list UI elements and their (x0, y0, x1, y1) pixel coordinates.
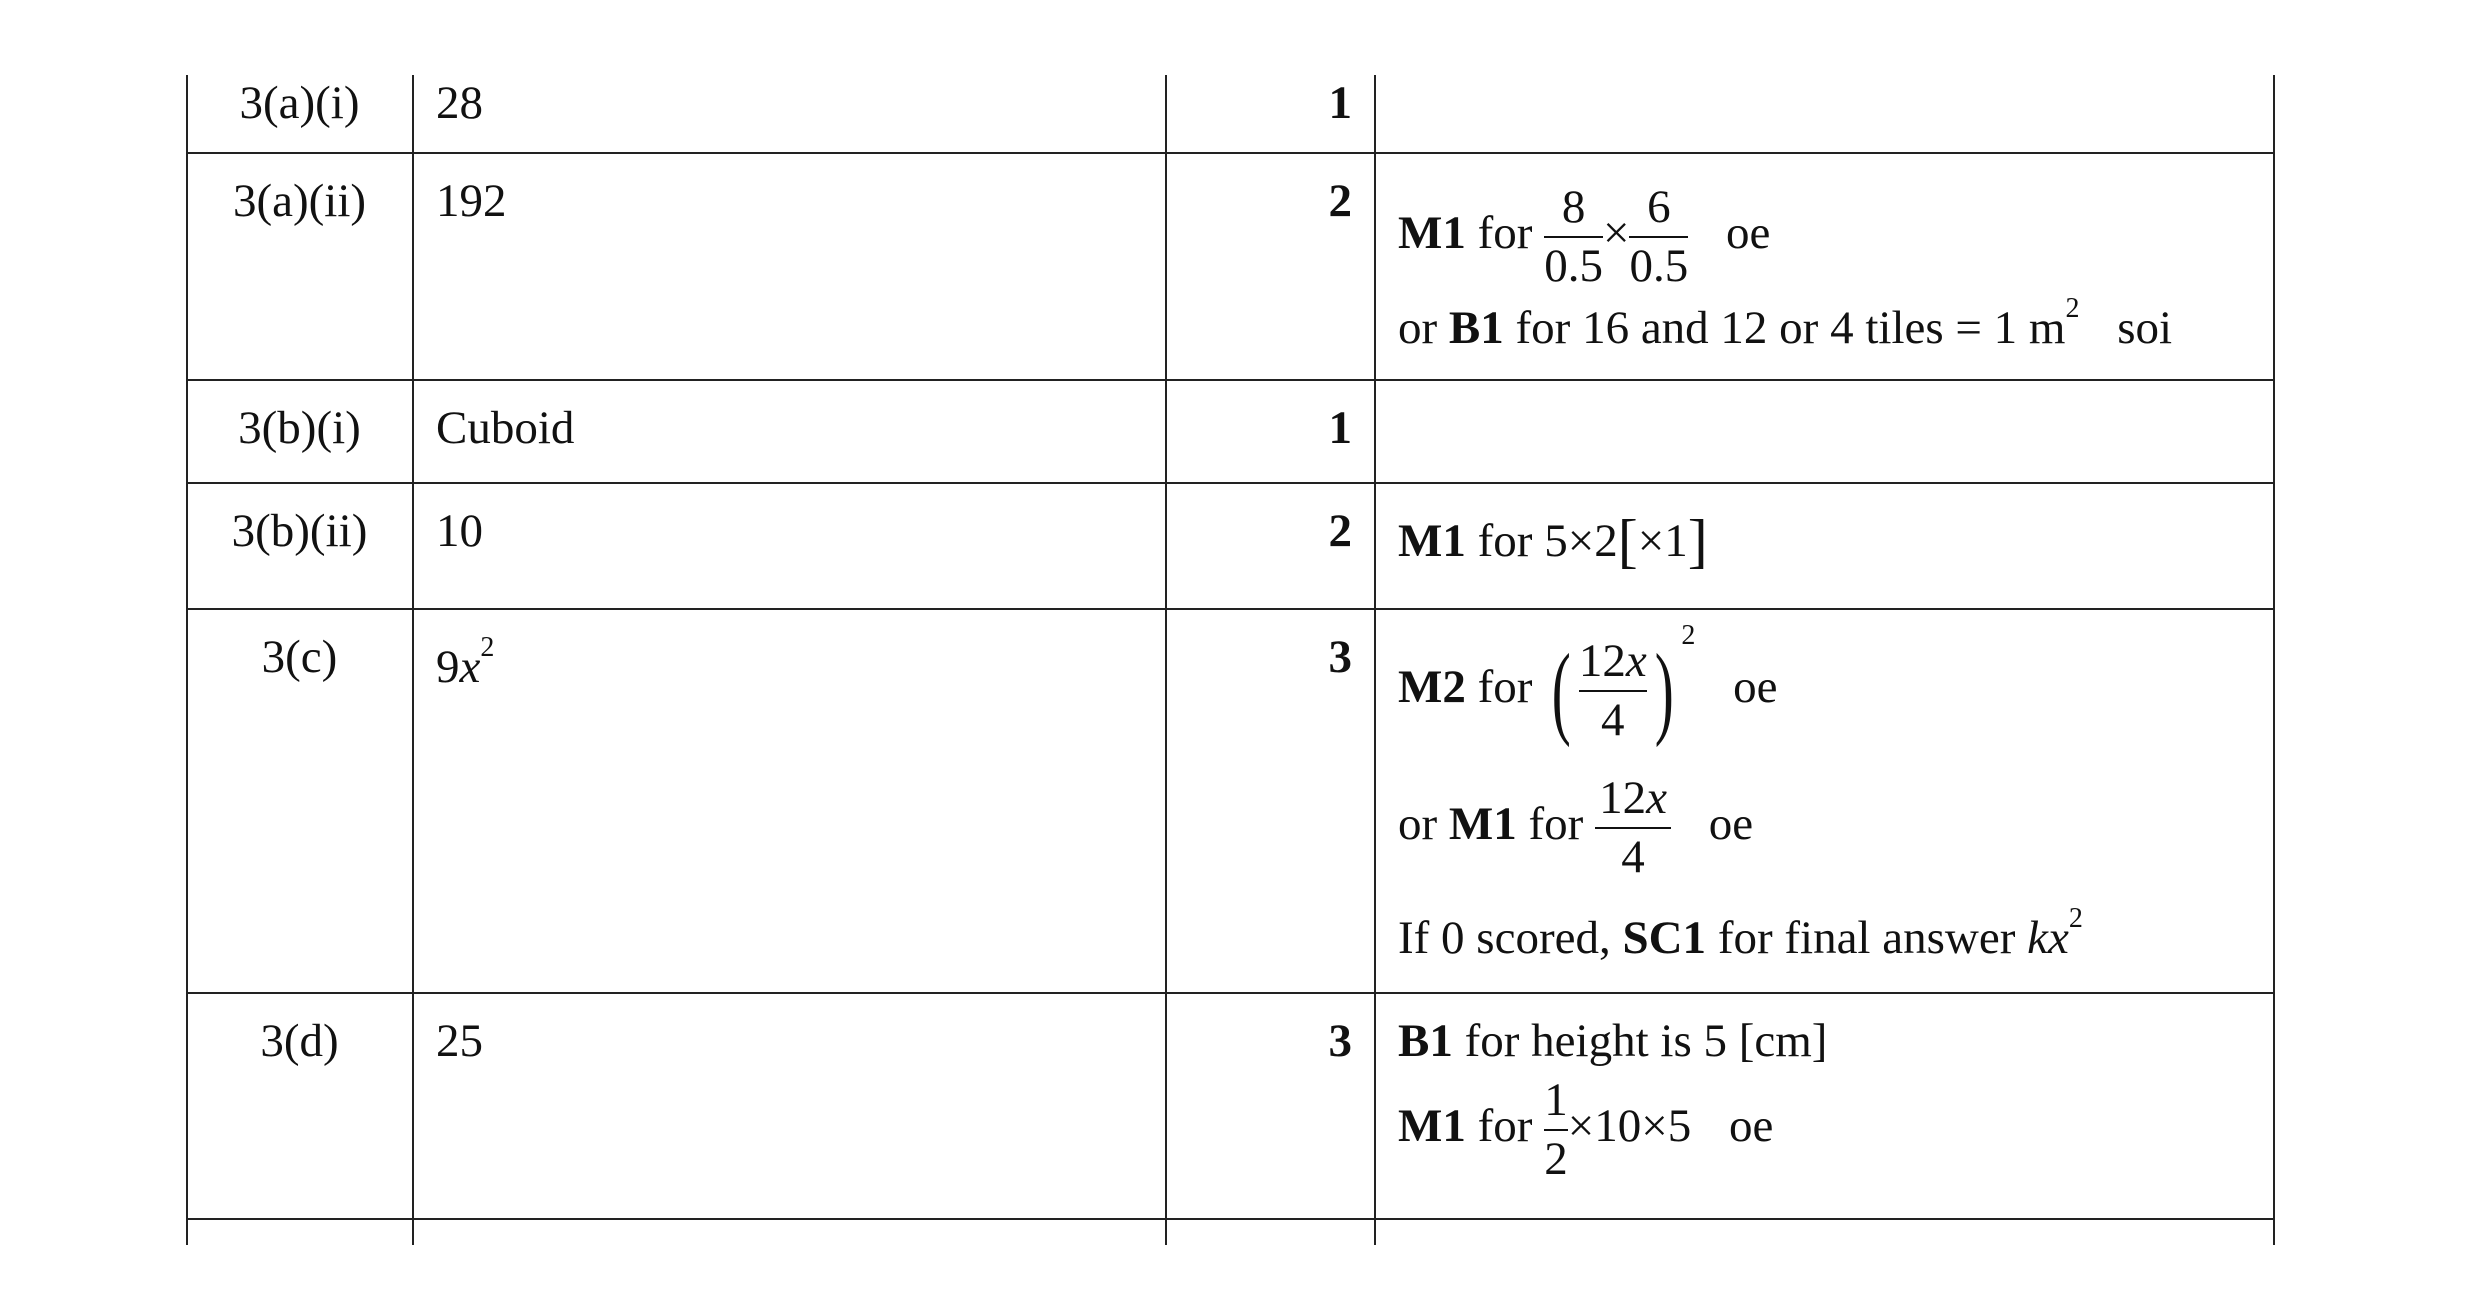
method-code: SC1 (1622, 912, 1707, 964)
table-row (186, 75, 2275, 152)
guidance-line: or M1 for $\frac{12x}{4}$ oe (1398, 772, 1754, 884)
method-code: B1 (1448, 302, 1504, 354)
marks: 1 (1328, 402, 1352, 454)
question-number: 3(c) (261, 631, 338, 683)
table-row (186, 152, 2275, 379)
marks: 3 (1328, 631, 1352, 683)
method-code: B1 (1398, 1015, 1453, 1067)
method-code: M1 (1398, 1100, 1466, 1153)
fraction: $\frac{12x}{4}$ (1578, 634, 1647, 747)
question-number: 3(d) (260, 1015, 339, 1067)
answer: $9x^2$ (436, 632, 495, 693)
table-row (186, 608, 2275, 992)
table-row (186, 992, 2275, 1218)
guidance-line: M1 for 5×2[×1] (1398, 508, 1708, 574)
mark-scheme-table (186, 75, 2275, 1245)
row-divider (186, 1218, 2275, 1220)
answer: 10 (436, 505, 483, 557)
guidance-line: B1 for height is 5 [cm] (1398, 1015, 1828, 1067)
answer: Cuboid (436, 402, 575, 454)
guidance-line: or B1 for 16 and 12 or 4 tiles = 1 $m^2$ soi (1398, 293, 2173, 354)
guidance-line: If 0 scored, SC1 for final answer $kx^2$ (1398, 903, 2083, 964)
fraction: $\frac{12x}{4}$ (1595, 774, 1671, 883)
marks: 1 (1328, 77, 1352, 129)
answer: 25 (436, 1015, 483, 1067)
answer: 28 (436, 77, 483, 129)
marks: 2 (1328, 175, 1352, 227)
guidance-line: M2 for ( $\frac{12x}{4}$ ) $^2$ oe (1398, 620, 1778, 749)
fraction: $\frac{8}{0.5}$ (1544, 181, 1603, 293)
question-number: 3(b)(ii) (231, 505, 368, 557)
marks: 3 (1328, 1015, 1352, 1067)
answer: 192 (436, 175, 507, 227)
guidance-line: M1 for $\frac{1}{2}$ ×10×5 oe (1398, 1074, 1774, 1186)
method-code: M1 (1448, 798, 1517, 851)
method-code: M1 (1398, 207, 1466, 260)
table-row (186, 482, 2275, 608)
fraction: $\frac{1}{2}$ (1544, 1074, 1568, 1186)
method-code: M2 (1398, 661, 1466, 713)
question-number: 3(b)(i) (238, 402, 361, 454)
marks: 2 (1328, 505, 1352, 557)
question-number: 3(a)(ii) (232, 175, 367, 227)
method-code: M1 (1398, 515, 1466, 567)
guidance-line: M1 for $\frac{8}{0.5}$ × $\frac{6}{0.5}$ oe (1398, 181, 1771, 293)
fraction: $\frac{6}{0.5}$ (1629, 181, 1689, 293)
question-number: 3(a)(i) (239, 77, 360, 129)
table-row (186, 379, 2275, 482)
